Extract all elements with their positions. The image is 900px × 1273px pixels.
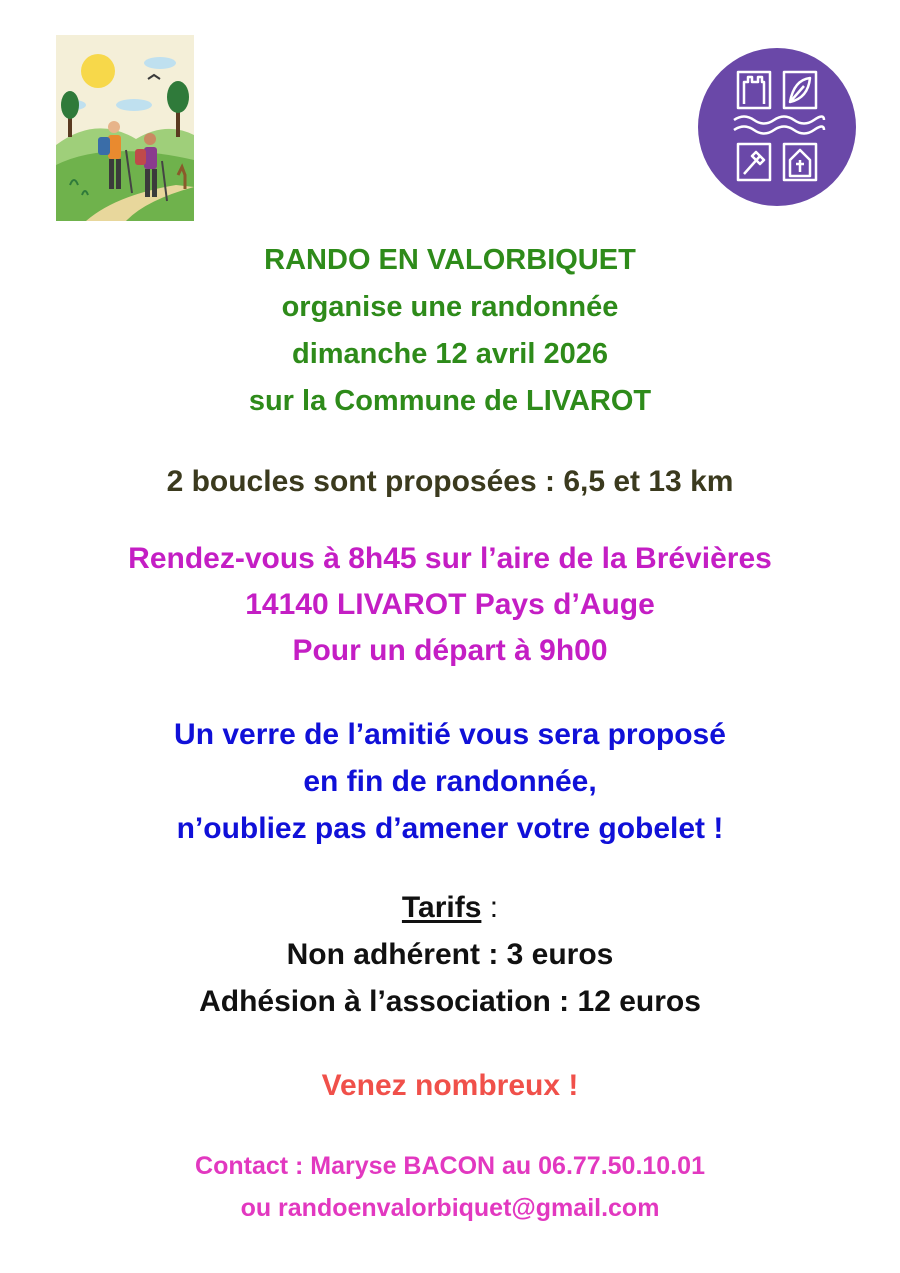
tarifs-heading: Tarifs	[401, 891, 482, 924]
organizer-title: RANDO EN VALORBIQUET	[264, 244, 636, 276]
loops-info	[0, 462, 900, 502]
tree-icon	[167, 81, 189, 113]
sun-icon	[81, 54, 115, 88]
meeting-time-place: Rendez-vous à 8h45 sur l’aire de la Brévières	[128, 542, 772, 575]
meeting-info	[0, 536, 900, 674]
tarifs-info	[0, 884, 900, 1025]
event-date: dimanche 12 avril 2026	[292, 338, 608, 370]
drink-info	[0, 711, 900, 852]
departure-time: Pour un départ à 9h00	[292, 634, 608, 667]
event-location: sur la Commune de LIVAROT	[248, 385, 652, 417]
tarifs-heading-colon: :	[481, 891, 499, 924]
event-header	[0, 237, 900, 425]
hikers-illustration	[56, 35, 194, 221]
tarif-membership: Adhésion à l’association : 12 euros	[199, 985, 701, 1018]
tarif-non-member: Non adhérent : 3 euros	[286, 938, 614, 971]
contact-info	[0, 1145, 900, 1229]
call-to-action	[0, 1066, 900, 1106]
commune-logo	[698, 48, 856, 206]
contact-email: ou randoenvalorbiquet@gmail.com	[240, 1194, 660, 1222]
event-type: organise une randonnée	[281, 291, 619, 323]
contact-phone: Contact : Maryse BACON au 06.77.50.10.01	[195, 1152, 705, 1180]
cta-text: Venez nombreux !	[321, 1069, 579, 1102]
loops-text: 2 boucles sont proposées : 6,5 et 13 km	[166, 465, 734, 498]
drink-line-2: en fin de randonnée,	[303, 765, 597, 798]
tarifs-heading-line	[0, 884, 900, 931]
tree-icon	[61, 91, 79, 119]
drink-line-3: n’oubliez pas d’amener votre gobelet !	[176, 812, 724, 845]
meeting-address: 14140 LIVAROT Pays d’Auge	[245, 588, 655, 621]
drink-line-1: Un verre de l’amitié vous sera proposé	[174, 718, 726, 751]
